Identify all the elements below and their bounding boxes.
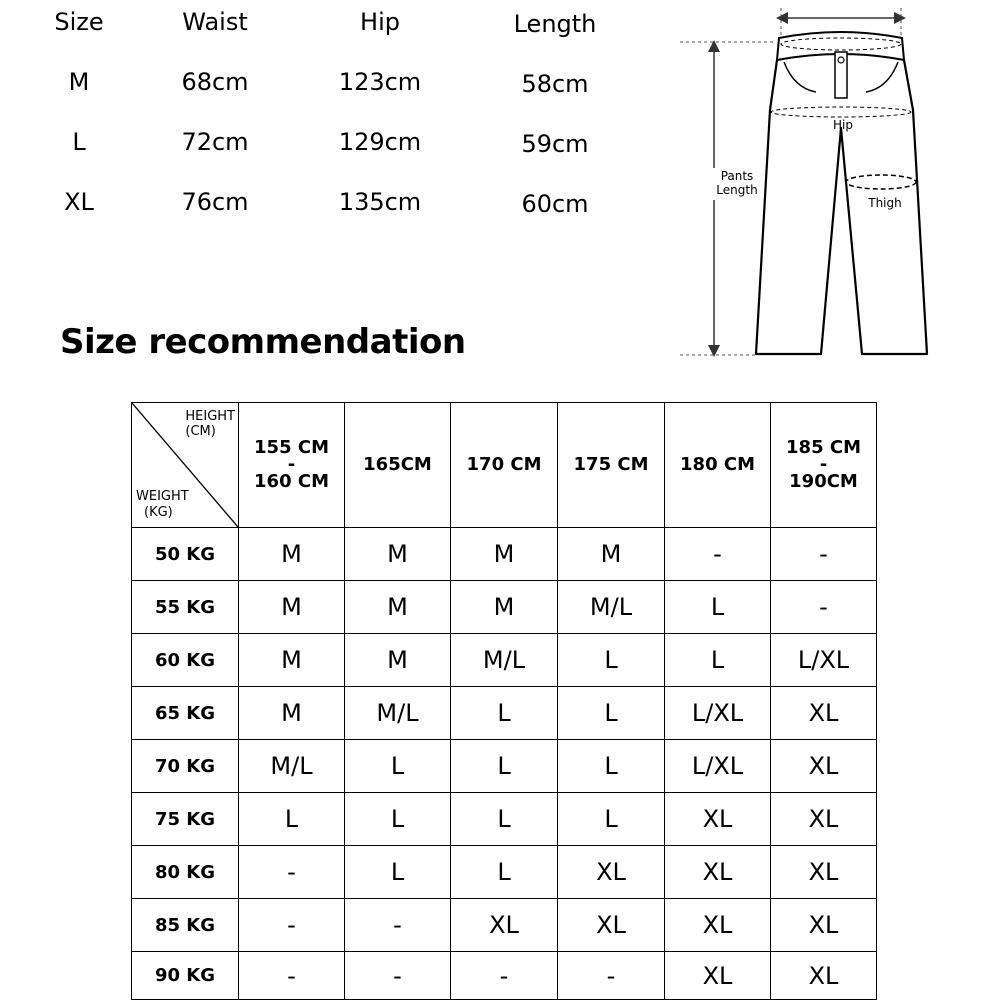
size-cell: L [451,687,558,740]
size-recommendation-table [131,402,877,1000]
table-row [132,846,877,899]
table-header-row [132,403,877,528]
thigh-label: Thigh [868,196,902,210]
table-row [132,899,877,952]
height-header-cell: 175 CM [558,403,665,528]
size-cell: M [451,528,558,581]
weight-axis-label: WEIGHT (KG) [136,489,189,520]
weight-cell: 85 KG [132,899,239,952]
size-cell: XL [771,899,877,952]
size-cell: L [451,793,558,846]
size-cell: - [771,528,877,581]
size-cell: - [239,952,345,1000]
height-header-cell: 185 CM - 190CM [771,403,877,528]
size-chart-header: Hip [360,8,400,36]
size-cell: L [558,793,665,846]
weight-cell: 90 KG [132,952,239,1000]
table-row [132,687,877,740]
weight-cell: 55 KG [132,581,239,634]
size-cell: - [239,899,345,952]
size-cell: L/XL [665,687,771,740]
size-cell: - [345,899,451,952]
size-cell: M [345,634,451,687]
weight-cell: 70 KG [132,740,239,793]
size-cell: L [665,581,771,634]
size-cell: L [345,793,451,846]
size-cell: M [239,687,345,740]
size-cell: - [558,952,665,1000]
size-chart-header: Length [513,10,597,38]
size-cell: L [558,687,665,740]
height-header-cell: 155 CM - 160 CM [239,403,345,528]
pants-measurement-diagram [676,0,1000,370]
size-cell: M [239,581,345,634]
weight-cell: 50 KG [132,528,239,581]
size-cell: L [451,846,558,899]
size-chart-value: 59cm [521,130,589,158]
weight-cell: 60 KG [132,634,239,687]
size-cell: M [558,528,665,581]
size-cell: - [771,581,877,634]
size-cell: L [345,846,451,899]
size-recommendation-title: Size recommendation [60,322,466,362]
size-chart-value: 129cm [338,128,422,156]
size-cell: - [451,952,558,1000]
table-row [132,740,877,793]
size-cell: XL [665,846,771,899]
size-cell: L/XL [771,634,877,687]
size-cell: XL [665,952,771,1000]
size-cell: L [345,740,451,793]
size-cell: XL [558,899,665,952]
size-chart-value: 68cm [181,68,249,96]
size-cell: M/L [239,740,345,793]
size-cell: L [451,740,558,793]
table-row [132,581,877,634]
size-cell: M [345,528,451,581]
size-chart [0,0,660,240]
length-label-line1: Pants [720,169,754,183]
size-chart-size-label: M [68,68,90,96]
table-row [132,952,877,1000]
height-header-cell: 165CM [345,403,451,528]
size-chart-value: 60cm [521,190,589,218]
size-cell: L [558,740,665,793]
size-cell: XL [771,793,877,846]
size-cell: M [239,634,345,687]
size-cell: M [345,581,451,634]
size-chart-header: Size [54,8,104,36]
size-cell: M/L [345,687,451,740]
size-cell: M/L [558,581,665,634]
weight-cell: 75 KG [132,793,239,846]
size-cell: L [665,634,771,687]
size-cell: M [451,581,558,634]
size-cell: XL [665,793,771,846]
size-cell: M/L [451,634,558,687]
size-chart-header: Waist [182,8,248,36]
table-row [132,528,877,581]
size-chart-value: 58cm [521,70,589,98]
size-chart-value: 123cm [338,68,422,96]
size-cell: XL [771,952,877,1000]
size-cell: L [558,634,665,687]
size-cell: XL [451,899,558,952]
size-cell: XL [771,846,877,899]
size-cell: XL [771,740,877,793]
weight-cell: 80 KG [132,846,239,899]
size-cell: - [345,952,451,1000]
length-label-line2: Length [716,183,758,197]
size-chart-value: 76cm [181,188,249,216]
size-cell: L/XL [665,740,771,793]
size-cell: XL [558,846,665,899]
height-header-cell: 180 CM [665,403,771,528]
table-row [132,634,877,687]
size-cell: - [239,846,345,899]
hip-label: Hip [833,118,853,132]
corner-header-cell [132,403,239,528]
size-cell: XL [665,899,771,952]
size-chart-value: 72cm [181,128,249,156]
size-chart-value: 135cm [338,188,422,216]
size-cell: L [239,793,345,846]
size-chart-size-label: L [72,128,86,156]
size-cell: M [239,528,345,581]
size-cell: XL [771,687,877,740]
size-chart-size-label: XL [64,188,94,216]
size-cell: - [665,528,771,581]
height-axis-label: HEIGHT (CM) [185,409,235,439]
table-row [132,793,877,846]
weight-cell: 65 KG [132,687,239,740]
height-header-cell: 170 CM [451,403,558,528]
